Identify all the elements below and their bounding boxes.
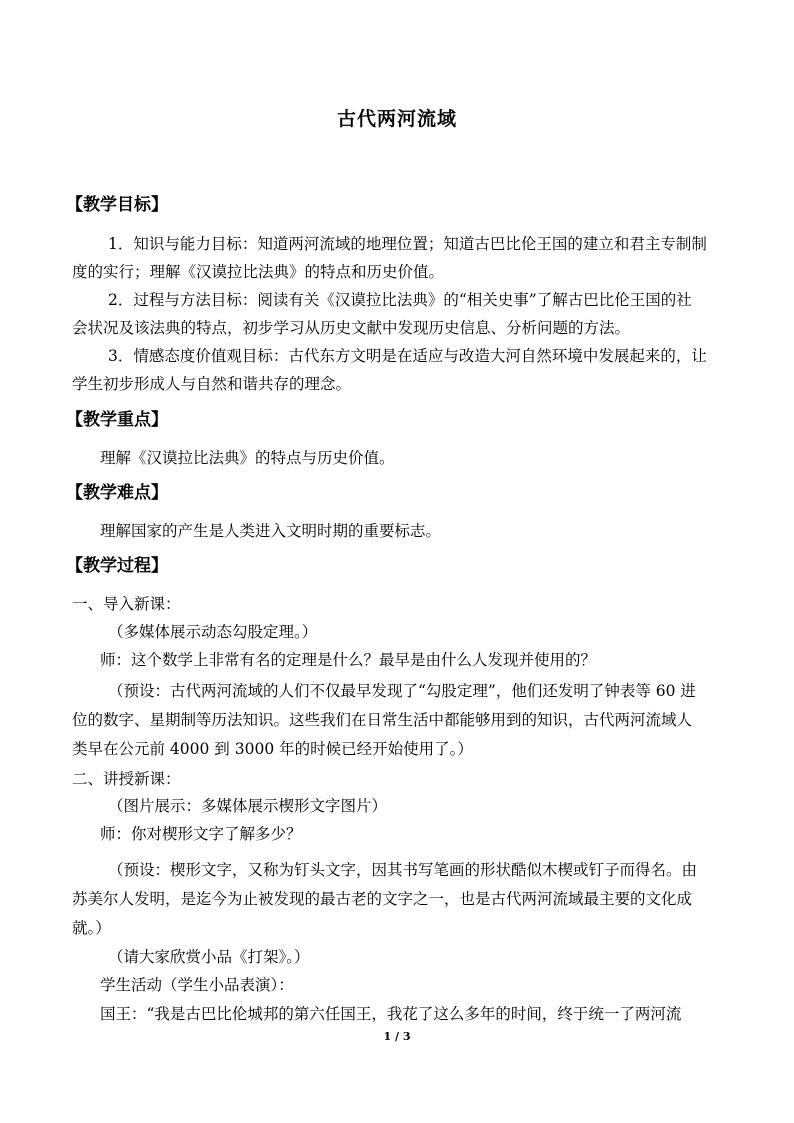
paragraph-line: 位的数字、星期制等历法知识。这些我们在日常生活中都能够用到的知识，古代两河流域人 [72, 711, 693, 729]
paragraph-line: 师：你对楔形文字了解多少？ [100, 825, 302, 843]
subsection-heading: 二、讲授新课： [72, 770, 181, 788]
paragraph-line: （请大家欣赏小品《打架》。） [108, 948, 310, 966]
paragraph-line: 类早在公元前 4000 到 3000 年的时候已经开始使用了。） [72, 740, 473, 758]
paragraph-line: 国王：“我是古巴比伦城邦的第六任国王，我花了这么多年的时间，终于统一了两河流 [100, 1005, 682, 1023]
paragraph-line: 1．知识与能力目标：知道两河流域的地理位置；知道古巴比伦王国的建立和君主专制制 [108, 235, 707, 253]
paragraph-line: （多媒体展示动态勾股定理。） [108, 623, 318, 641]
paragraph-line: （预设：楔形文字，又称为钉头文字，因其书写笔画的形状酷似木楔或钉子而得名。由 [108, 861, 698, 879]
paragraph-line: 2．过程与方法目标：阅读有关《汉谟拉比法典》的“相关史事”了解古巴比伦王国的社 [108, 291, 692, 309]
page-title: 古代两河流域 [336, 108, 457, 130]
section-heading-difficulties: 【教学难点】 [66, 483, 168, 503]
section-heading-objectives: 【教学目标】 [66, 195, 168, 215]
paragraph-line: 就。） [72, 919, 111, 937]
paragraph-line: 理解《汉谟拉比法典》的特点与历史价值。 [100, 449, 395, 467]
subsection-heading: 一、导入新课： [72, 595, 181, 613]
paragraph-line: 3．情感态度价值观目标：古代东方文明是在适应与改造大河自然环境中发展起来的，让 [108, 347, 707, 365]
paragraph-line: 会状况及该法典的特点，初步学习从历史文献中发现历史信息、分析问题的方法。 [72, 319, 631, 337]
paragraph-line: 度的实行；理解《汉谟拉比法典》的特点和历史价值。 [72, 263, 445, 281]
paragraph-line: 师：这个数学上非常有名的定理是什么？最早是由什么人发现并使用的？ [100, 651, 597, 669]
page-number: 1 / 3 [383, 1030, 411, 1043]
section-heading-key-points: 【教学重点】 [66, 410, 168, 430]
paragraph-line: 学生活动（学生小品表演）： [100, 976, 294, 994]
paragraph-line: 理解国家的产生是人类进入文明时期的重要标志。 [100, 522, 442, 540]
paragraph-line: （预设：古代两河流域的人们不仅最早发现了“勾股定理”，他们还发明了钟表等 60 进 [108, 682, 696, 700]
paragraph-line: 苏美尔人发明，是迄今为止被发现的最古老的文字之一，也是古代两河流域最主要的文化成 [72, 890, 693, 908]
paragraph-line: 学生初步形成人与自然和谐共存的理念。 [72, 375, 352, 393]
paragraph-line: （图片展示：多媒体展示楔形文字图片） [108, 797, 388, 815]
section-heading-process: 【教学过程】 [66, 556, 168, 576]
